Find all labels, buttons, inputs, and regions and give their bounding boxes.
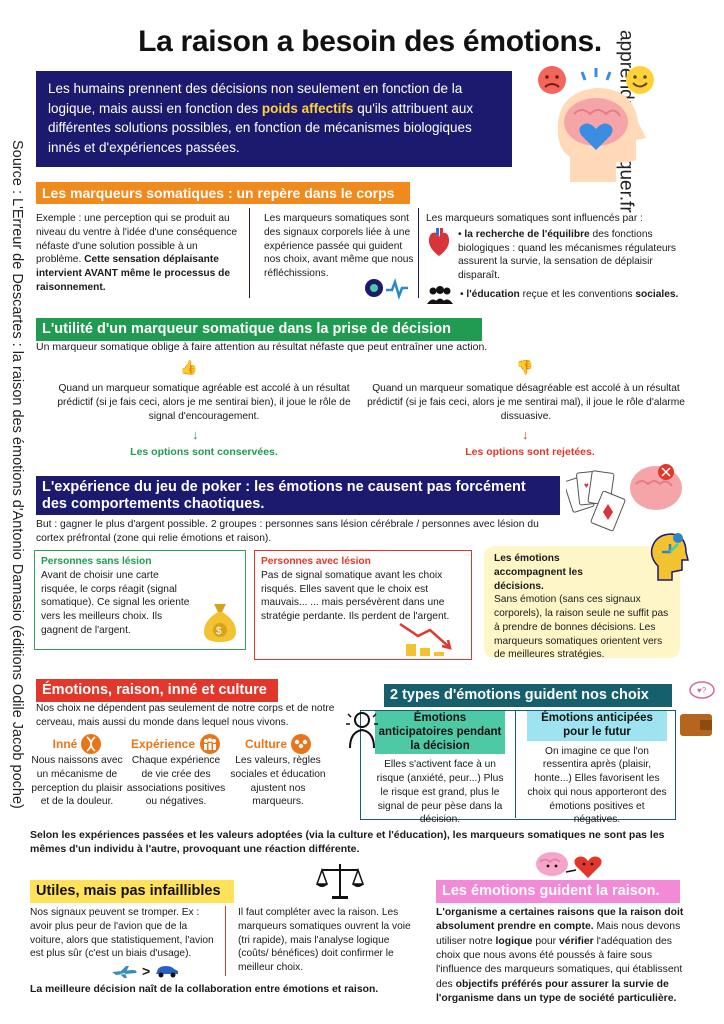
- anticipated-head: Émotions anticipées pour le futur: [527, 711, 667, 741]
- column-innate: [30, 734, 124, 809]
- emotions-guide-objectives: objectifs préférés pour assurer la survie de l'organisme dans un type de société particulière.: [436, 978, 677, 1005]
- box-lesion-text: Pas de signal somatique avant les choix risqués. Elles savent que le choix est mauvais... ... mais persévèrent dans une stratégie perdante. Ils perdent de l'argent.: [261, 569, 450, 623]
- innate-title: Inné: [52, 736, 78, 751]
- emotions-guide-p2c: pour: [535, 935, 557, 947]
- influence-education-bold: l'éducation: [466, 288, 520, 300]
- brain-pulse-icon: [364, 276, 410, 300]
- intro-text-end: qu'ils attribuent aux différentes solutions possibles, en fonction de mécanismes biologiques innés et d'expériences passées.: [48, 100, 474, 155]
- arrow-down-green: ↓: [192, 427, 199, 442]
- unpleasant-marker-text: Quand un marqueur somatique désagréable est accolé à un résultat prédictif (si je fais ceci, alors je me sentirai mal), il joue le rôle d'alarme dissuasive.: [367, 383, 685, 422]
- section-somatic-title: Les marqueurs somatiques : un repère dans le corps: [36, 182, 410, 204]
- greater-than: >: [142, 962, 151, 979]
- section-emotions-guide-title: Les émotions guident la raison.: [436, 880, 680, 903]
- thumbs-up-icon: 👍: [180, 359, 198, 375]
- anticipated-column: [527, 711, 667, 827]
- section-innate-culture-title: Émotions, raison, inné et culture: [36, 679, 278, 702]
- column-culture: [228, 734, 328, 809]
- options-kept: Les options sont conservées.: [130, 446, 278, 458]
- emotions-guide-text: [436, 906, 690, 1007]
- section-utility-title: L'utilité d'un marqueur somatique dans la prise de décision: [36, 318, 482, 341]
- brain-head-illustration: [530, 62, 680, 184]
- experience-title: Expérience: [130, 736, 196, 751]
- source-credit: [0, 140, 28, 1010]
- losing-money-icon: [398, 618, 460, 658]
- section-poker-title: L'expérience du jeu de poker : les émotions ne causent pas forcément des comportements chaotiques.: [36, 476, 560, 515]
- section-useful-title: Utiles, mais pas infaillibles: [30, 880, 234, 903]
- divider: [418, 208, 419, 298]
- brain-heart-friends-icon: [532, 850, 608, 882]
- pleasant-marker-text: Quand un marqueur somatique agréable est accolé à un résultat prédictif (si je fais ceci, alors je me sentirai bien), il joue le rôle de signal d'encouragement.: [57, 383, 351, 422]
- somatic-influences: Les marqueurs somatiques sont influencés par : • la recherche de l'équilibre des fonctions biologiques : quand les mécanismes régulateurs assurent la survie, la sensation de déplaisir disparaît. • l'éducation reçue et les conventions sociales.: [426, 212, 686, 305]
- emotions-guide-p2a: Mais nous devons utiliser notre: [436, 921, 681, 947]
- anticipatory-text: Elles s'activent face à un risque (anxiété, peur...) Plus le risque est grand, plus le signal de peur pèse dans la décision.: [376, 759, 504, 826]
- box-emotions-accompany-text: Sans émotion (sans ces signaux corporels), la raison seule ne suffit pas à prendre de bonnes décisions. Les marqueurs somatiques orientent vers de meilleures stratégies.: [494, 594, 669, 661]
- page-title: La raison a besoin des émotions.: [138, 25, 602, 58]
- playing-cards-icon: [566, 471, 625, 532]
- poker-brain-illustration: [566, 458, 686, 540]
- thumbs-down-icon: 👎: [516, 359, 534, 375]
- experience-text: Chaque expérience de vie crée des associations positives ou négatives.: [126, 755, 226, 808]
- culture-group-icon: [291, 734, 311, 754]
- emotions-guide-logic: logique: [495, 935, 533, 947]
- intro-text: Les humains prennent des décisions non seulement en fonction de la logique, mais aussi en fonction des: [48, 81, 463, 116]
- somatic-example-bold: Cette sensation déplaisante intervient AVANT même le processus de raisonnement.: [36, 254, 230, 293]
- happy-face-icon: [626, 66, 654, 94]
- useful-right-text: Il faut compléter avec la raison. Les marqueurs somatiques ouvrent la voie (tri rapide), mais l'analyse logique (coûts/ bénéfices) doit confirmer le meilleur choix.: [238, 907, 411, 974]
- influence-social-bold: sociales.: [635, 288, 679, 300]
- summary-text: Selon les expériences passées et les valeurs adoptées (via la culture et l'éducation), les marqueurs somatiques ne sont pas les mêmes d'un individu à l'autre, provoquant une réaction différente.: [30, 829, 665, 856]
- section-two-emotions-title: 2 types d'émotions guident nos choix: [384, 684, 672, 707]
- emotions-guide-p2e: l'adéquation des choix que nous avons été poussés à faire sous l'influence des marqueurs somatiques, qui établissent des: [436, 935, 683, 990]
- sad-face-icon: [538, 66, 566, 94]
- dna-icon: [81, 734, 101, 754]
- people-experience-icon: [199, 734, 221, 754]
- heart-anatomy-icon: [426, 228, 452, 258]
- scales-icon: [316, 862, 364, 900]
- arrow-down-red: ↓: [522, 427, 529, 442]
- influence-balance-text: des fonctions biologiques : quand les mécanismes régulateurs assurent la survie, la sensation de déplaisir disparaît.: [458, 228, 677, 282]
- two-emotions-box: [360, 710, 676, 826]
- somatic-example: [36, 212, 242, 295]
- somatic-example-text: Exemple : une perception qui se produit au niveau du ventre à l'idée d'une conséquence néfaste d'une solution possible à un problème.: [36, 213, 237, 266]
- culture-title: Culture: [245, 736, 287, 751]
- decision-head-icon: [648, 530, 690, 582]
- emotions-guide-verify: vérifier: [559, 935, 594, 947]
- influence-education-text: reçue et les conventions: [522, 288, 633, 300]
- people-group-icon: [426, 285, 454, 305]
- box-lesion-title: Personnes avec lésion: [261, 556, 371, 567]
- influence-balance-bold: la recherche de l'équilibre: [464, 228, 590, 240]
- somatic-definition: Les marqueurs somatiques sont des signaux corporels liée à une expérience passée qui guident nos choix, avant même que nous réfléchissions.: [264, 213, 414, 280]
- options-rejected: Les options sont rejetées.: [465, 446, 595, 458]
- divider: [249, 208, 250, 298]
- svg-text:♥?: ♥?: [697, 686, 707, 695]
- future-wallet-icon: [676, 680, 716, 744]
- innate-culture-lead: Nos choix ne dépendent pas seulement de notre corps et de notre cerveau, mais aussi du monde dans lequel nous vivons.: [36, 703, 335, 728]
- box-no-lesion-text: Avant de choisir une carte risquée, le corps réagit (signal somatique). Ce signal les oriente vers les meilleurs choix. Ils gagnent de l'argent.: [41, 569, 190, 636]
- anticipatory-column: [375, 711, 505, 827]
- useful-left-text: Nos signaux peuvent se tromper. Ex : avoir plus peur de l'avion que de la voiture, alors que statistiquement, l'avion est plus sûr (c'est un biais d'usage).: [30, 907, 214, 960]
- money-bag-icon: [200, 600, 240, 644]
- svg-text:$: $: [216, 626, 222, 637]
- anticipated-text: On imagine ce que l'on ressentira après (plaisir, honte...) Elles favorisent les choix qui nous apporteront des émotions positives et négatives.: [527, 745, 667, 826]
- influences-intro: Les marqueurs somatiques sont influencés par :: [426, 213, 643, 224]
- poker-lead: But : gagner le plus d'argent possible. 2 groupes : personnes sans lésion cérébrale / personnes avec lésion du cortex préfrontal (zone qui relie émotions et raison).: [36, 519, 539, 544]
- useful-conclusion: La meilleure décision naît de la collaboration entre émotions et raison.: [30, 984, 379, 995]
- innate-text: Nous naissons avec un mécanisme de perception du plaisir et de la douleur.: [31, 755, 123, 808]
- plane-vs-car: [110, 962, 220, 980]
- divider: [225, 906, 226, 976]
- culture-text: Les valeurs, règles sociales et éducation ajustent nos marqueurs.: [230, 755, 326, 808]
- utility-lead: Un marqueur somatique oblige à faire attention au résultat néfaste que peut entraîner une action.: [36, 341, 488, 353]
- airplane-icon: [110, 964, 138, 978]
- column-experience: [126, 734, 226, 809]
- box-no-lesion-title: Personnes sans lésion: [41, 556, 152, 567]
- emotions-guide-bold: L'organisme a certaines raisons que la raison doit absolument prendre en compte.: [436, 907, 684, 933]
- anxious-person-icon: [344, 710, 380, 750]
- site-credit: [690, 30, 718, 250]
- intro-box: [36, 71, 512, 167]
- car-icon: [154, 964, 180, 978]
- intro-highlight: poids affectifs: [261, 100, 354, 116]
- box-emotions-accompany-bold: Les émotions accompagnent les décisions.: [494, 553, 583, 592]
- svg-text:♥: ♥: [584, 481, 589, 490]
- source-credit-text: Source : L'Erreur de Descartes : la raison des émotions d'Antonio Damasio (éditions Odile Jacob poche): [9, 140, 25, 809]
- anticipatory-head: Émotions anticipatoires pendant la décision: [375, 711, 505, 754]
- damaged-brain-icon: [630, 464, 682, 510]
